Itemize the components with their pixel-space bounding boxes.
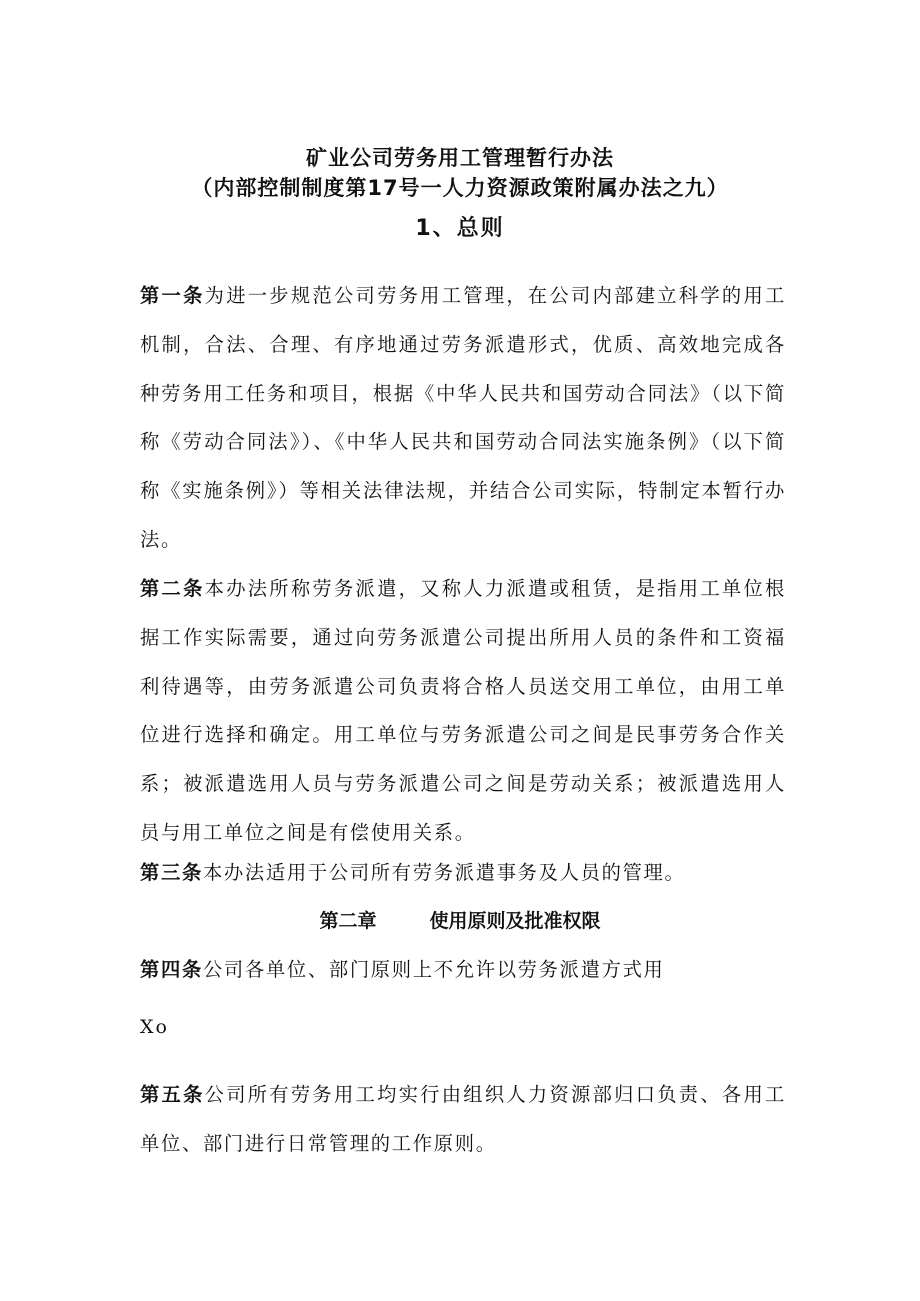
document-title: 矿业公司劳务用工管理暂行办法: [306, 146, 614, 170]
document-title-block: [0, 143, 920, 203]
article-2-label: 第二条: [140, 577, 205, 600]
article-4: [140, 946, 786, 995]
section-heading-general: 1、总则: [415, 216, 505, 241]
article-2-text: 本办法所称劳务派遣，又称人力派遣或租赁，是指用工单位根据工作实际需要，通过向劳务派遣公司提出所用人员的条件和工资福利待遇等，由劳务派遣公司负责将合格人员送交用工单位，由用工单位进行选择和确定。用工单位与劳务派遣公司之间是民事劳务合作关系；被派遣选用人员与劳务派遣公司之间是劳动关系；被派遣选用人员与用工单位之间是有偿使用关系。: [140, 577, 786, 844]
article-3-label: 第三条: [140, 861, 203, 884]
article-4-text: 公司各单位、部门原则上不允许以劳务派遣方式用: [202, 958, 665, 981]
article-5-label: 第五条: [140, 1083, 205, 1106]
article-1-label: 第一条: [140, 284, 205, 307]
stray-text-line: Xo: [140, 1016, 169, 1038]
article-3-text: 本办法适用于公司所有劳务派遣事务及人员的管理。: [202, 861, 686, 884]
article-4-label: 第四条: [140, 958, 203, 981]
article-1-text: 为进一步规范公司劳务用工管理，在公司内部建立科学的用工机制，合法、合理、有序地通过劳务派遣形式，优质、高效地完成各种劳务用工任务和项目，根据《中华人民共和国劳动合同法》（以下简称《劳动合同法》）、《中华人民共和国劳动合同法实施条例》（以下简称《实施条例》）等相关法律法规，并结合公司实际，特制定本暂行办法。: [140, 284, 786, 551]
article-3: [140, 849, 786, 898]
document-subtitle: （内部控制制度第17号一人力资源政策附属办法之九）: [191, 176, 729, 200]
article-5: [140, 1071, 786, 1169]
chapter-2-heading: 第二章 使用原则及批准权限: [319, 910, 601, 932]
article-2: [140, 565, 786, 858]
article-1: [140, 272, 786, 565]
article-5-text: 公司所有劳务用工均实行由组织人力资源部归口负责、各用工单位、部门进行日常管理的工作原则。: [140, 1083, 786, 1155]
